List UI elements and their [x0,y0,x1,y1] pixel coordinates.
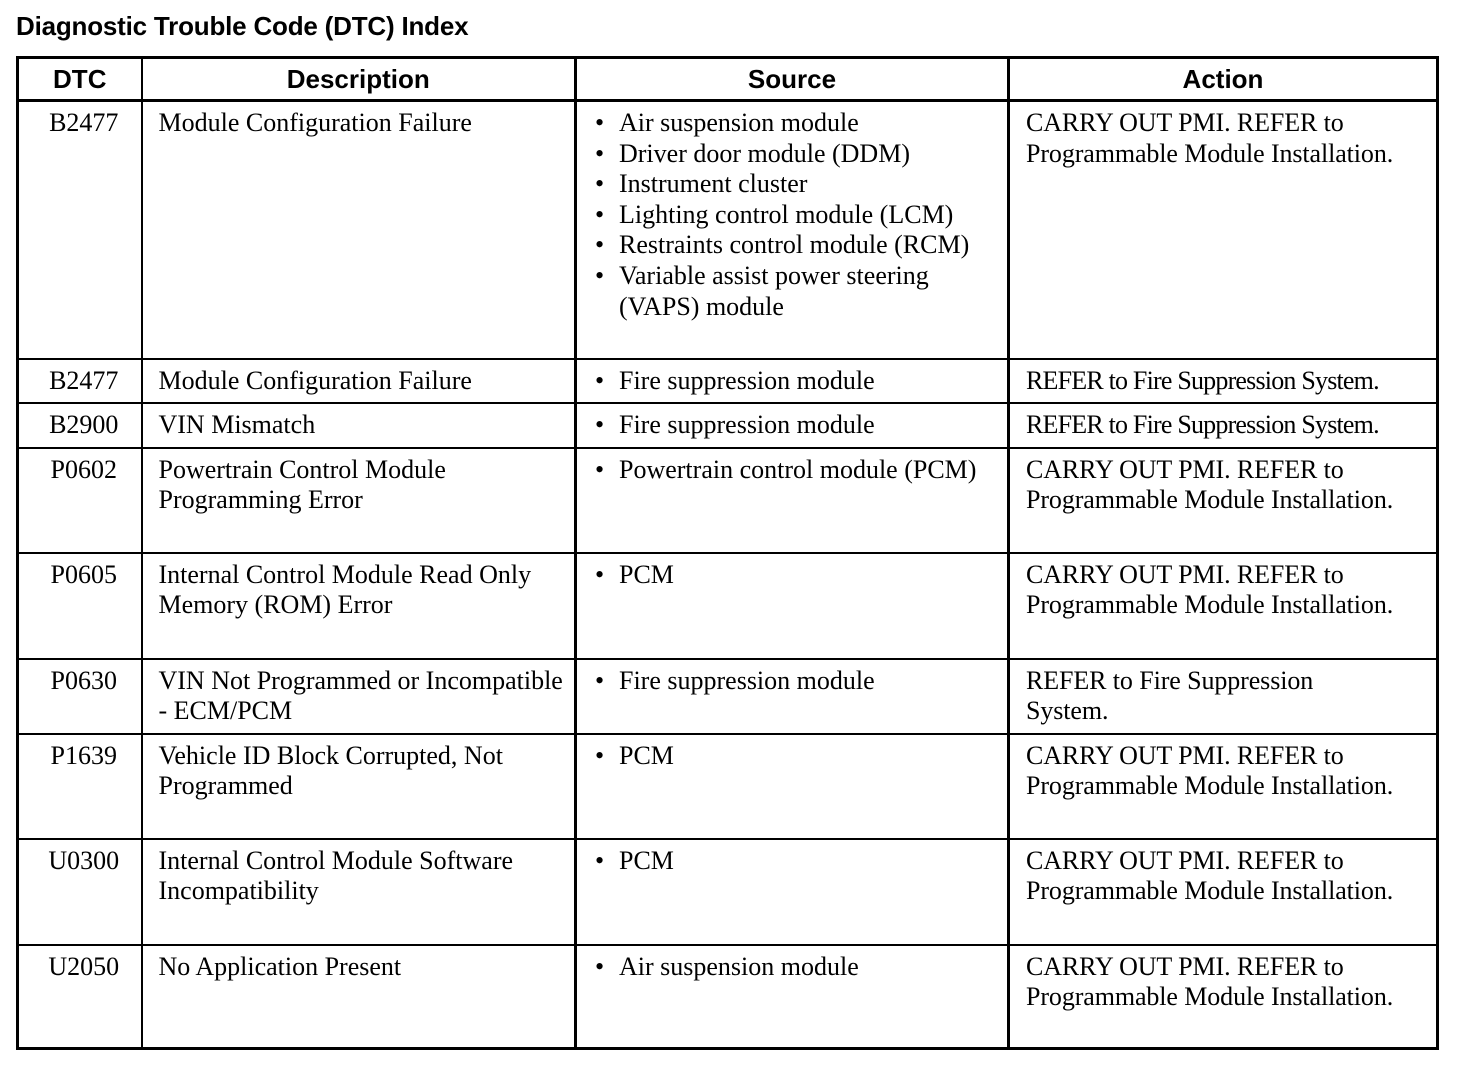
description-cell: Powertrain Control Module Programming Error [142,448,576,553]
column-header-dtc: DTC [18,58,142,101]
source-cell [576,359,1009,403]
description-cell: VIN Mismatch [142,403,576,448]
source-item: • PCM [593,741,999,772]
source-item: • PCM [593,846,999,877]
source-list [593,366,999,397]
source-cell [576,945,1009,1049]
source-list [593,108,999,322]
action-cell: REFER to Fire Suppression System. [1009,359,1438,403]
description-cell: Module Configuration Failure [142,101,576,359]
source-cell [576,734,1009,839]
action-cell: CARRY OUT PMI. REFER to Programmable Module Installation. [1009,553,1438,659]
table-row [18,839,1438,945]
table-row [18,734,1438,839]
table-row [18,403,1438,448]
dtc-code-cell: P0602 [18,448,142,553]
dtc-code-cell: B2477 [18,101,142,359]
table-row [18,101,1438,359]
action-cell: CARRY OUT PMI. REFER to Programmable Module Installation. [1009,734,1438,839]
source-item: • PCM [593,560,999,591]
source-item: • Air suspension module [593,952,999,983]
action-cell: CARRY OUT PMI. REFER to Programmable Module Installation. [1009,839,1438,945]
source-item: • Air suspension module [593,108,999,139]
table-header-row [18,58,1438,101]
source-list [593,560,999,591]
dtc-code-cell: B2477 [18,359,142,403]
dtc-code-cell: B2900 [18,403,142,448]
description-cell: Internal Control Module Read Only Memory (ROM) Error [142,553,576,659]
column-header-description: Description [142,58,576,101]
source-item: • Variable assist power steering (VAPS) module [593,261,999,322]
table-row [18,659,1438,734]
source-item: • Driver door module (DDM) [593,139,999,170]
source-list [593,410,999,441]
dtc-code-cell: P0630 [18,659,142,734]
table-row [18,945,1438,1049]
dtc-code-cell: P1639 [18,734,142,839]
source-cell [576,448,1009,553]
source-cell [576,659,1009,734]
table-row [18,553,1438,659]
table-row [18,359,1438,403]
action-cell: REFER to Fire Suppression System. [1009,659,1438,734]
source-item: • Instrument cluster [593,169,999,200]
source-list [593,666,999,697]
page-title: Diagnostic Trouble Code (DTC) Index [16,11,469,41]
description-cell: Vehicle ID Block Corrupted, Not Programmed [142,734,576,839]
description-cell: Module Configuration Failure [142,359,576,403]
dtc-index-table [16,56,1439,1050]
dtc-code-cell: P0605 [18,553,142,659]
dtc-code-cell: U2050 [18,945,142,1049]
source-cell [576,403,1009,448]
source-item: • Fire suppression module [593,410,999,441]
column-header-source: Source [576,58,1009,101]
source-item: • Powertrain control module (PCM) [593,455,999,486]
description-cell: Internal Control Module Software Incompatibility [142,839,576,945]
source-list [593,455,999,486]
source-cell [576,101,1009,359]
action-cell: CARRY OUT PMI. REFER to Programmable Module Installation. [1009,448,1438,553]
source-list [593,846,999,877]
dtc-code-cell: U0300 [18,839,142,945]
source-item: • Fire suppression module [593,366,999,397]
description-cell: VIN Not Programmed or Incompatible - ECM/PCM [142,659,576,734]
action-cell: REFER to Fire Suppression System. [1009,403,1438,448]
source-list [593,741,999,772]
source-cell [576,553,1009,659]
description-cell: No Application Present [142,945,576,1049]
source-list [593,952,999,983]
source-item: • Lighting control module (LCM) [593,200,999,231]
column-header-action: Action [1009,58,1438,101]
source-item: • Fire suppression module [593,666,999,697]
source-cell [576,839,1009,945]
source-item: • Restraints control module (RCM) [593,230,999,261]
action-cell: CARRY OUT PMI. REFER to Programmable Module Installation. [1009,101,1438,359]
table-row [18,448,1438,553]
action-cell: CARRY OUT PMI. REFER to Programmable Module Installation. [1009,945,1438,1049]
